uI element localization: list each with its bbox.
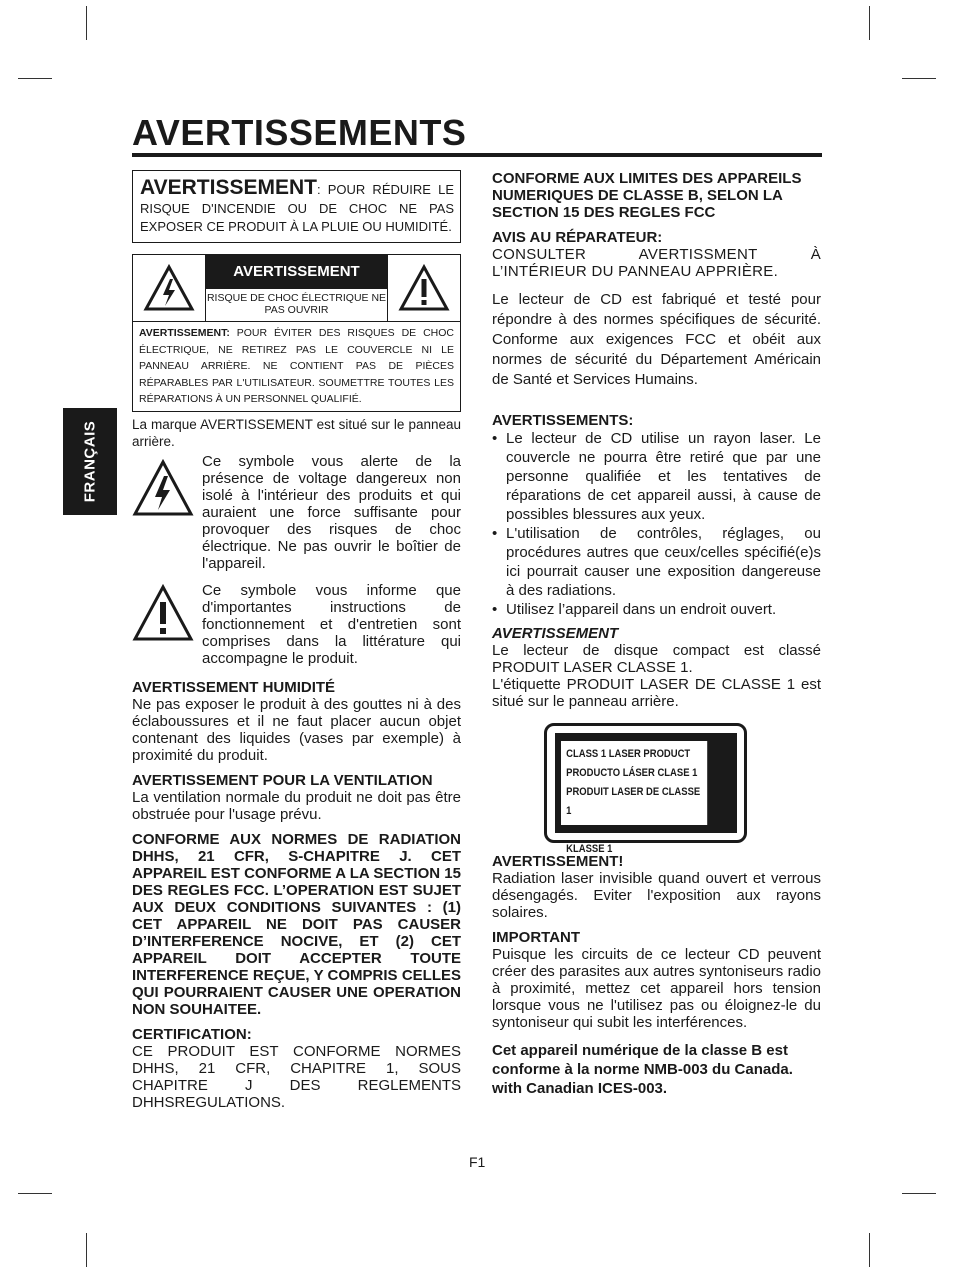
warnings-list [492, 429, 821, 619]
laser-label-line: LASER-PRODUKT DER KLASSE 1 [565, 824, 671, 855]
radiation-warning-heading: AVERTISSEMENT! [492, 853, 624, 870]
repair-text: CONSULTER AVERTISSMENT À L’INTÉRIEUR DU PANNEAU APPRIÈRE. [492, 246, 821, 280]
radiation-compliance-text: CONFORME AUX NORMES DE RADIATION DHHS, 21 CFR, S-CHAPITRE J. CET APPAREIL EST CONFORME A LA SECTION 15 DES REGLES FCC. L’OPERATION EST SUJET AUX DEUX CONDITIONS SUIVANTES : (1) CET APPAREIL NE DOIT PAS CAUSER D’INTERFERENCE NOCIVE, ET (2) CET APPAREIL DOIT ACCEPTER TOUTE INTERFERENCE REÇUE, Y COMPRIS CELLES QUI POURRAIENT CAUSER UNE OPERATION NON SOUHAITEE. [132, 830, 461, 1018]
crop-mark [869, 6, 870, 40]
warnings-heading: AVERTISSEMENTS: [492, 412, 634, 429]
crop-mark [902, 78, 936, 79]
title-rule [132, 153, 822, 157]
ventilation-heading: AVERTISSEMENT POUR LA VENTILATION [132, 771, 433, 789]
language-tab [63, 408, 117, 515]
fcc-heading: CONFORME AUX LIMITES DES APPAREILS NUMERIQUES DE CLASSE B, SELON LA SECTION 15 DES REGLES FCC [492, 170, 802, 221]
page-title: AVERTISSEMENTS [132, 112, 467, 153]
laser-class-label [544, 723, 747, 855]
fire-warning-heading: AVERTISSEMENT [140, 176, 317, 199]
humidity-heading: AVERTISSEMENT HUMIDITÉ [132, 678, 336, 696]
list-item: • Le lecteur de CD utilise un rayon laser. Le couvercle ne pourra être retiré que par une personne qualifiée et les tentatives de réparations de cet appareil aussi, à cause de possibles blessures aux yeux. [492, 429, 821, 524]
important-heading: IMPORTANT [492, 929, 581, 946]
humidity-text: Ne pas exposer le produit à des gouttes ni à des éclaboussures et il ne faut placer aucun objet contenant des liquides (vases par exemple) à proximité du produit. [132, 695, 461, 764]
fire-warning-text: : POUR RÉDUIRE LE RISQUE D'INCENDIE OU DE CHOC NE PAS EXPOSER CE PRODUIT À LA PLUIE OU HUMIDITÉ. [140, 182, 454, 234]
radiation-warning-text: Radiation laser invisible quand ouvert et verrous désengagés. Eviter l'exposition aux rayons solaires. [492, 870, 821, 921]
crop-mark [18, 1193, 52, 1194]
shock-warning-label: AVERTISSEMENT [206, 255, 387, 289]
list-item: • L'utilisation de contrôles, réglages, ou procédures autres que ceux/celles spécifié(e)s ici pourrait causer une exposition dangereuse à des radiations. [492, 524, 821, 600]
left-column [132, 170, 461, 1111]
important-text: Puisque les circuits de ce lecteur CD peuvent créer des parasites aux autres syntoniseurs radio à proximité, mettez cet appareil hors tension lorsque vous ne l'utilisez pas ou éloignez-le du syntoniseur qui subit les interférences. [492, 946, 821, 1031]
right-column [492, 170, 821, 1098]
crop-mark [869, 1233, 870, 1267]
shock-warning-sub: RISQUE DE CHOC ÉLECTRIQUE NE PAS OUVRIR [206, 292, 387, 316]
shock-warning-box [132, 254, 461, 412]
page-number: F1 [469, 1154, 486, 1170]
exclamation-symbol-row [132, 582, 461, 667]
crop-mark [18, 78, 52, 79]
laser-heading: AVERTISSEMENT [492, 625, 619, 642]
repair-heading: AVIS AU RÉPARATEUR: [492, 229, 663, 246]
canada-compliance-text: Cet appareil numérique de la classe B est conforme à la norme NMB-003 du Canada. with Canadian ICES-003. [492, 1042, 793, 1097]
list-item: • Utilisez l’appareil dans un endroit ouvert. [492, 600, 821, 619]
laser-label-line: PRODUCTO LÁSER CLASE 1 [565, 767, 697, 779]
exclamation-triangle-icon [388, 255, 460, 321]
mark-location-note: La marque AVERTISSEMENT est situé sur le panneau arrière. [132, 416, 461, 449]
crop-mark [902, 1193, 936, 1194]
bolt-symbol-text: Ce symbole vous alerte de la présence de voltage dangereux non isolé à l'intérieur des produits et qui auraient une force suffisante pour provoquer des risques de choc électrique. Ne pas ouvrir le boîtier de l'appareil. [202, 452, 461, 572]
certification-text: CE PRODUIT EST CONFORME NORMES DHHS, 21 CFR, CHAPITRE 1, SOUS CHAPITRE J DES REGLEMENTS DHHSREGULATIONS. [132, 1042, 461, 1111]
laser-label-line: CLASS 1 LASER PRODUCT [565, 748, 690, 760]
lightning-triangle-icon [132, 453, 202, 572]
lightning-triangle-icon [133, 255, 205, 321]
shock-warning-text: AVERTISSEMENT: POUR ÉVITER DES RISQUES DE CHOC ÉLECTRIQUE, NE RETIREZ PAS LE COUVERCLE NI LE PANNEAU ARRIÈRE. NE CONTIENT PAS DE PIÈCES RÉPARABLES PAR L'UTILISATEUR. SOUMETTRE TOUTES LES RÉPARATIONS À UN PERSONNEL QUALIFIÉ. [139, 327, 454, 405]
laser-label-line: PRODUIT LASER DE CLASSE 1 [565, 786, 700, 817]
exclamation-triangle-icon [132, 582, 202, 667]
cd-fcc-text: Le lecteur de CD est fabriqué et testé pour répondre à des normes spécifiques de sécurité. Conforme aux exigences FCC et obéit aux normes de sécurité du Département Américain de Santé et Services Humains. [492, 291, 821, 388]
exclamation-symbol-text: Ce symbole vous informe que d'importantes instructions de fonctionnement et d'entretien sont comprises dans la littérature qui accompagne le produit. [202, 581, 461, 667]
fire-warning-box [132, 170, 461, 243]
laser-text-2: L'étiquette PRODUIT LASER DE CLASSE 1 est situé sur le panneau arrière. [492, 676, 821, 710]
crop-mark [86, 1233, 87, 1267]
certification-heading: CERTIFICATION: [132, 1025, 252, 1043]
language-tab-label: FRANÇAIS [81, 420, 99, 503]
bolt-symbol-row [132, 453, 461, 572]
laser-text-1: Le lecteur de disque compact est classé PRODUIT LASER CLASSE 1. [492, 642, 821, 676]
ventilation-text: La ventilation normale du produit ne doit pas être obstruée pour l'usage prévu. [132, 788, 461, 823]
crop-mark [86, 6, 87, 40]
